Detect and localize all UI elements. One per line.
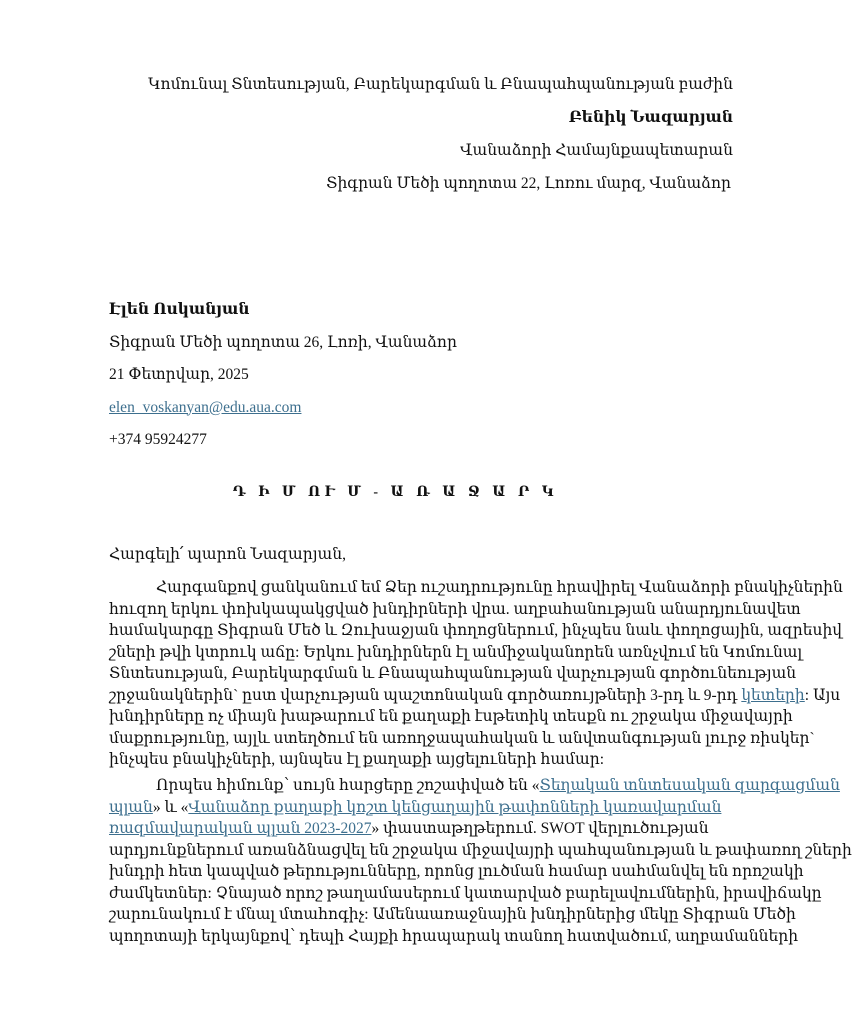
paragraph-line: խնդրի հետ կապված թերությունները, որոնց լուծման համար սահմանվել են որոշակի: [109, 863, 804, 880]
sender-address: Տիգրան Մեծի պողոտա 22, Լոռու մարզ, Վանաձոր: [326, 175, 731, 192]
local-economic-plan-link[interactable]: Տեղական տնտեսական զարգացման: [539, 777, 840, 794]
paragraph-1: [109, 577, 843, 771]
paragraph-line: ժամկետներ: Չնայած որոշ թաղամասերում կատարված բարելավումներին, իրավիճակը: [109, 884, 822, 902]
paragraph-line: [109, 775, 840, 797]
paragraph-line: շարունակում է մնալ մտահոգիչ: Ամենաառաջնային խնդիրներից մեկը Տիգրան Մեծի: [109, 906, 796, 923]
paragraph-text: Որպես հիմունք՝ սույն հարցերը շոշափված են «: [156, 777, 540, 794]
author-address: Տիգրան Մեծի պողոտա 26, Լոռի, Վանաձոր: [109, 333, 457, 351]
paragraph-line: [109, 685, 841, 707]
paragraph-line: պողոտայի երկայնքով՝ դեպի Հայքի հրապարակ տանող հատվածում, աղբամանների: [109, 927, 799, 945]
paragraph-line: Տնտեսության, Բարեկարգման և Բնապահպանության վարչության գործունեության: [109, 665, 797, 682]
paragraph-line: [109, 797, 729, 819]
sender-name: Բենիկ Նազարյան: [568, 109, 733, 126]
sender-department: Կոմունալ Տնտեսության, Բարեկարգման և Բնապահպանության բաժին: [148, 76, 733, 93]
letter-date: 21 Փետրվար, 2025: [109, 366, 249, 383]
paragraph-line: հուզող երկու փոխկապակցված խնդիրների վրա. աղբահանության անարդյունավետ: [109, 600, 801, 618]
sender-office: Վանաձորի Համայնքապետարան: [460, 142, 733, 159]
paragraph-text: : Այս: [804, 686, 841, 704]
paragraph-line: մաքրությունը, այլև ստեղծում են առողջապահական և անվտանգության լուրջ ռիսկեր`: [109, 729, 815, 747]
author-email-link[interactable]: elen_voskanyan@edu.aua.com: [109, 398, 302, 416]
paragraph-2: [109, 775, 852, 947]
points-link[interactable]: կետերի: [741, 686, 805, 704]
paragraph-text: » փաստաթղթերում. SWOT վերլուծության: [371, 820, 709, 837]
paragraph-line: Հարգանքով ցանկանում եմ Ձեր ուշադրությունը հրավիրել Վանաձորի բնակիչներին: [156, 579, 843, 596]
author-phone: +374 95924277: [109, 431, 207, 448]
local-economic-plan-link-cont[interactable]: պլան: [109, 798, 153, 816]
salutation: Հարգելի՛ պարոն Նազարյան,: [109, 546, 346, 563]
paragraph-text: » և «: [152, 798, 189, 816]
paragraph-line: ինչպես բնակիչների, այնպես էլ քաղաքի այցելուների համար:: [109, 751, 605, 768]
waste-strategy-link-cont[interactable]: ռազմավարական պլան 2023-2027: [109, 820, 372, 837]
paragraph-line: արդյունքներում առանձնացվել են շրջակա միջավայրի պահպանության և թափառող շների: [109, 841, 852, 859]
author-block: [109, 294, 457, 457]
paragraph-text: շրջանակներին` ըստ վարչության պաշտոնական գործառույթների 3-րդ և 9-րդ: [109, 686, 742, 704]
paragraph-line: [109, 818, 729, 840]
author-name: Էլեն Ոսկանյան: [109, 301, 250, 318]
waste-strategy-link[interactable]: Վանաձոր քաղաքի կոշտ կենցաղային թափոնների կառավարման: [188, 798, 722, 816]
paragraph-line: շների թվի կտրուկ աճը: Երկու խնդիրներն էլ անմիջականորեն առնչվում են Կոմունալ: [109, 643, 803, 661]
paragraph-line: համակարգը Տիգրան Մեծ և Զուխաջյան փողոցներում, ինչպես նաև փողոցային, ազրեսիվ: [109, 622, 843, 639]
letter-title: Դ Ի Մ ՈՒ Մ - Ա Ռ Ա Ջ Ա Ր Կ: [232, 485, 559, 500]
sender-block: [148, 68, 733, 200]
paragraph-line: խնդիրները ոչ միայն խաթարում են քաղաքի էսթետիկ տեսքն ու շրջակա միջավայրի: [109, 708, 793, 725]
